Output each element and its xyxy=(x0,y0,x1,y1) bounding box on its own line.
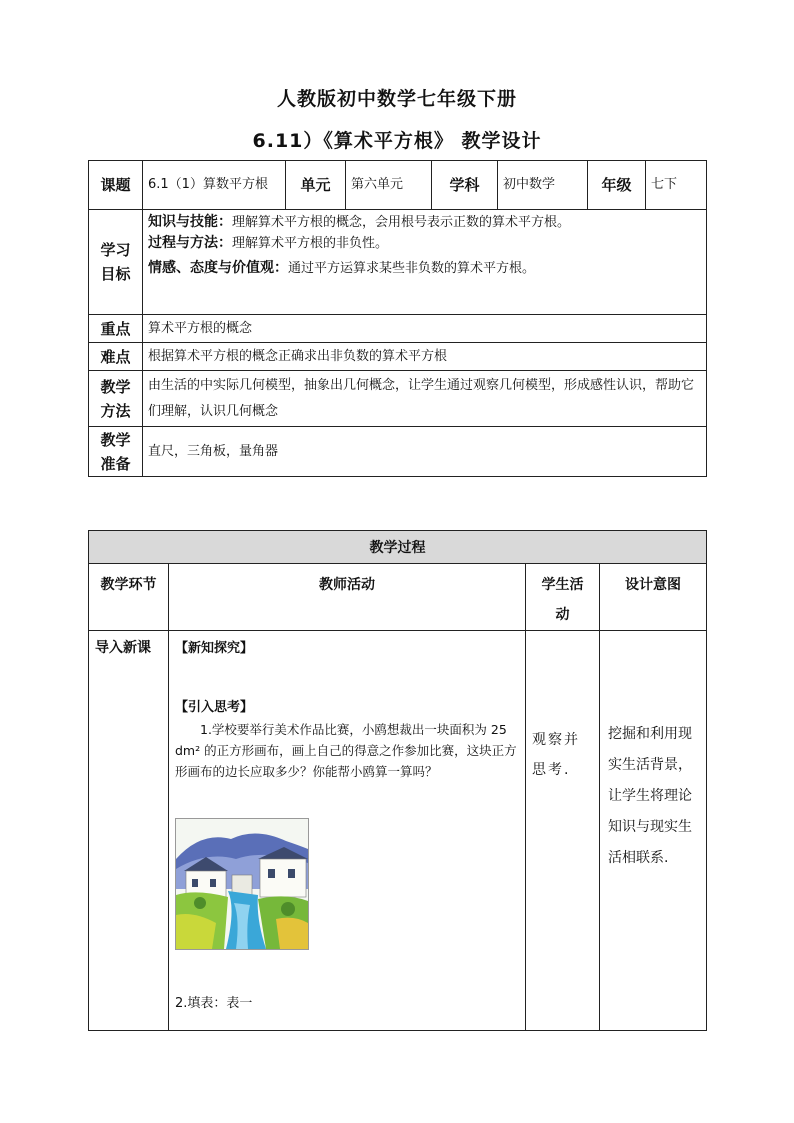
difficulty-label: 难点 xyxy=(89,343,143,371)
teaching-process-table xyxy=(88,530,707,1031)
design-intent: 挖掘和利用现实生活背景，让学生将理论知识与现实生活相联系. xyxy=(608,726,692,866)
col-teacher-header: 教师活动 xyxy=(169,564,526,631)
col-intent-header: 设计意图 xyxy=(600,564,707,631)
section-new-knowledge: 【新知探究】 xyxy=(175,641,254,656)
col-student-header: 学生活动 xyxy=(526,564,600,631)
topic-label: 课题 xyxy=(89,161,143,210)
goals-label: 学习目标 xyxy=(89,210,143,315)
lesson-info-table xyxy=(88,160,707,477)
grade-label: 年级 xyxy=(588,161,646,210)
unit-value: 第六单元 xyxy=(346,161,432,210)
learning-goals xyxy=(143,210,707,315)
key-point-value: 算术平方根的概念 xyxy=(143,315,707,343)
teacher-activity xyxy=(169,631,525,1011)
method-value: 由生活的中实际几何模型，抽象出几何概念，让学生通过观察几何模型，形成感性认识，帮助它们理解，认识几何概念 xyxy=(143,371,707,427)
student-activity: 观察并思考. xyxy=(532,732,580,778)
question-text: 1.学校要举行美术作品比赛，小鸥想裁出一块面积为 25 dm² 的正方形画布，画上自己的得意之作参加比赛，这块正方形画布的边长应取多少？你能帮小鸥算一算吗？ xyxy=(175,722,517,779)
lesson-title: 6.11）《算术平方根》 教学设计 xyxy=(252,130,542,152)
goal3-text: 通过平方运算求某些非负数的算术平方根。 xyxy=(288,261,536,276)
fill-table-text: 2.填表：表一 xyxy=(175,996,253,1011)
section-think: 【引入思考】 xyxy=(175,700,254,715)
key-point-label: 重点 xyxy=(89,315,143,343)
watercolor-village-painting-icon xyxy=(175,818,309,950)
stage-name: 导入新课 xyxy=(95,640,151,656)
subject-label: 学科 xyxy=(432,161,498,210)
document-title: 人教版初中数学七年级下册 xyxy=(276,88,517,110)
goal2-text: 理解算术平方根的非负性。 xyxy=(232,236,389,251)
prep-value: 直尺，三角板，量角器 xyxy=(143,427,707,477)
col-stage-header: 教学环节 xyxy=(89,564,169,631)
grade-value: 七下 xyxy=(646,161,707,210)
unit-label: 单元 xyxy=(286,161,346,210)
subject-value: 初中数学 xyxy=(498,161,588,210)
goal1-label: 知识与技能： xyxy=(148,214,232,230)
method-label: 教学方法 xyxy=(89,371,143,427)
prep-label: 教学准备 xyxy=(89,427,143,477)
goal2-label: 过程与方法： xyxy=(148,235,232,251)
goal3-label: 情感、态度与价值观： xyxy=(148,260,288,276)
topic-value: 6.1（1）算数平方根 xyxy=(143,161,286,210)
goal1-text: 理解算术平方根的概念，会用根号表示正数的算术平方根。 xyxy=(232,215,571,230)
process-header: 教学过程 xyxy=(89,531,707,564)
difficulty-value: 根据算术平方根的概念正确求出非负数的算术平方根 xyxy=(143,343,707,371)
